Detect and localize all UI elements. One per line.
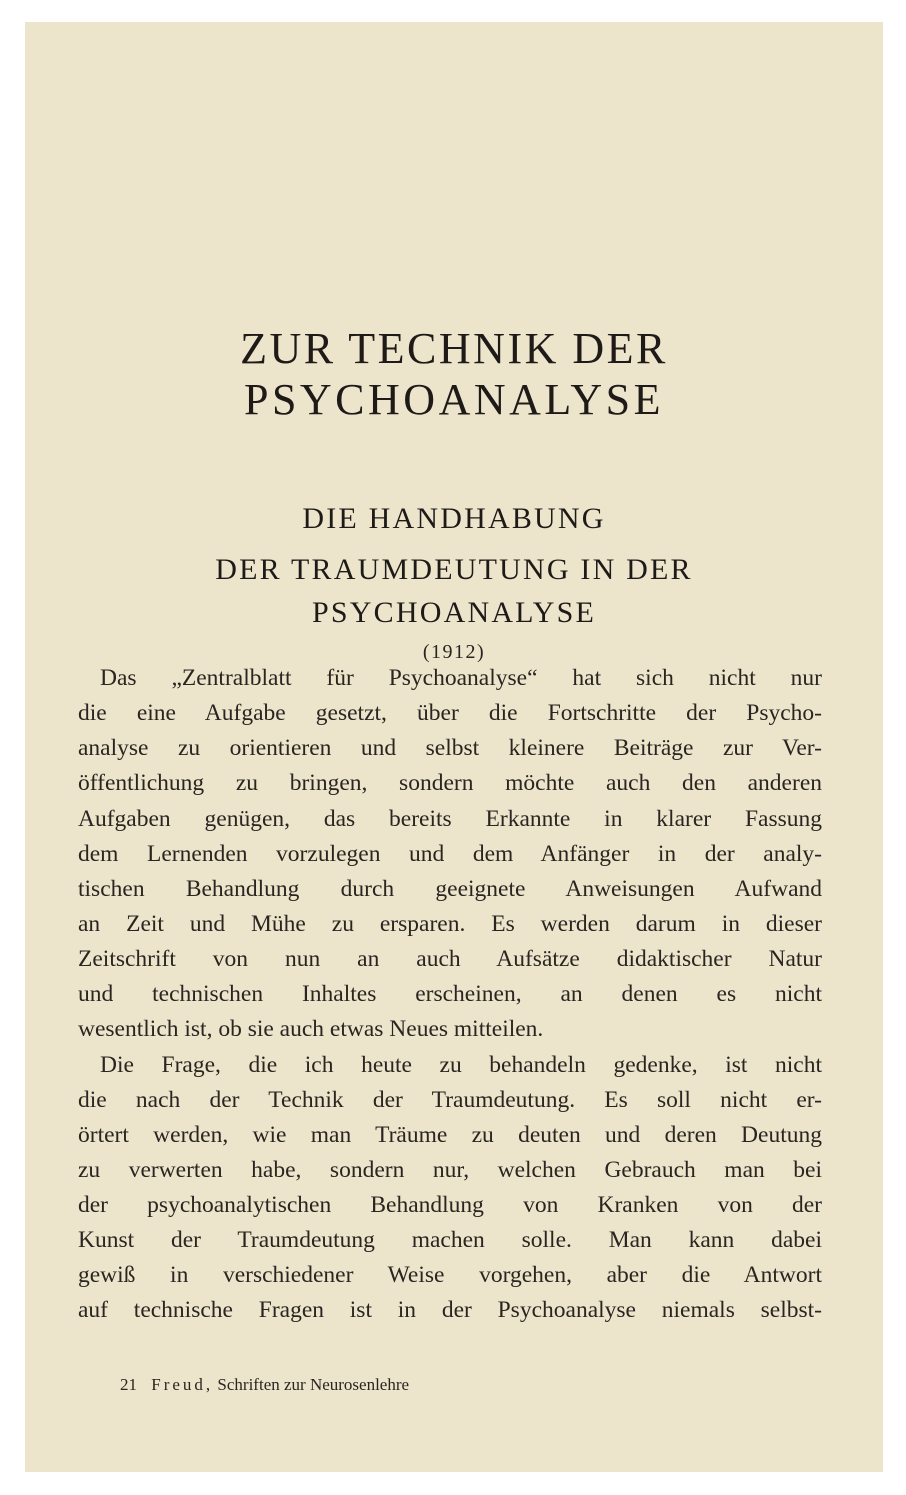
text-line: dem Lernenden vorzulegen und dem Anfänger in der analy- [78,841,822,867]
footer-author: Freud, [151,1375,214,1394]
text-line: an Zeit und Mühe zu ersparen. Es werden darum in dieser [78,911,822,937]
text-line: Die Frage, die ich heute zu behandeln gedenke, ist nicht [100,1052,822,1078]
text-line: zu verwerten habe, sondern nur, welchen Gebrauch man bei [78,1157,822,1183]
show-through-text [75,117,825,219]
page-title-line-1: ZUR TECHNIK DER [240,324,668,373]
book-page [25,22,883,1472]
signature-footer [120,1375,409,1395]
publication-year: (1912) [422,641,486,663]
signature-mark: 21 [120,1375,137,1394]
text-line: Zeitschrift von nun an auch Aufsätze didaktischer Natur [78,946,822,972]
text-line: die nach der Technik der Traumdeutung. Es soll nicht er- [78,1087,822,1113]
text-line: tischen Behandlung durch geeignete Anweisungen Aufwand [78,876,822,902]
text-line: die eine Aufgabe gesetzt, über die Fortschritte der Psycho- [78,700,822,726]
page-title-line-2: PSYCHOANALYSE [243,375,665,424]
text-line: Das „Zentralblatt für Psychoanalyse“ hat sich nicht nur [100,665,822,691]
text-line: gewiß in verschiedener Weise vorgehen, aber die Antwort [78,1262,822,1288]
subtitle-line-3: PSYCHOANALYSE [312,596,596,629]
text-line: wesentlich ist, ob sie auch etwas Neues mitteilen. [78,1016,544,1042]
text-line: öffentlichung zu bringen, sondern möchte auch den anderen [78,770,822,796]
subtitle-line-2: DER TRAUMDEUTUNG IN DER [215,553,693,586]
footer-work-title: Schriften zur Neurosenlehre [217,1375,410,1394]
text-line: Aufgaben genügen, das bereits Erkannte in klarer Fassung [78,806,822,832]
subtitle-line-1: DIE HANDHABUNG [302,502,606,535]
text-line: der psychoanalytischen Behandlung von Kranken von der [78,1192,822,1218]
text-line: und technischen Inhaltes erscheinen, an denen es nicht [78,981,822,1007]
text-line: Kunst der Traumdeutung machen solle. Man kann dabei [78,1227,822,1253]
text-line: analyse zu orientieren und selbst kleinere Beiträge zur Ver- [78,735,822,761]
text-line: örtert werden, wie man Träume zu deuten und deren Deutung [78,1122,822,1148]
text-line: auf technische Fragen ist in der Psychoanalyse niemals selbst- [78,1297,822,1323]
